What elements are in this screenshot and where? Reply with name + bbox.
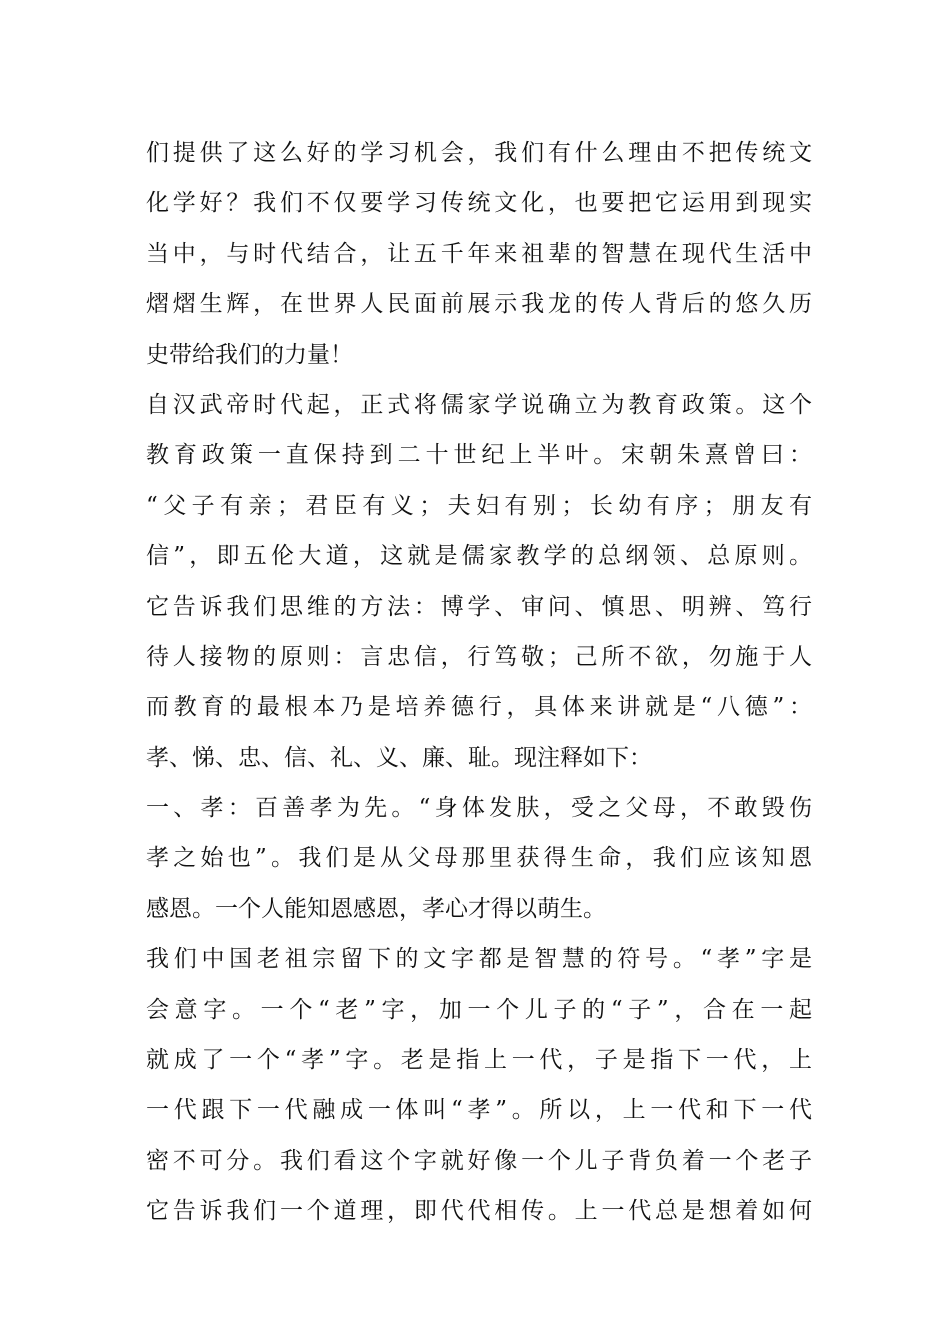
text-line: 自汉武帝时代起，正式将儒家学说确立为教育政策。这个	[146, 391, 812, 418]
text-line: 熠熠生辉，在世界人民面前展示我龙的传人背后的悠久历	[146, 291, 812, 318]
text-line: 孝、悌、忠、信、礼、义、廉、耻。现注释如下：	[146, 744, 652, 771]
text-line: 而教育的最根本乃是培养德行，具体来讲就是“八德”：	[146, 694, 812, 721]
text-line: 们提供了这么好的学习机会，我们有什么理由不把传统文	[146, 140, 812, 166]
text-line: 就成了一个“孝”字。老是指上一代，子是指下一代，上	[146, 1047, 812, 1074]
text-line: 史带给我们的力量！	[146, 341, 353, 368]
body-text	[146, 128, 812, 1237]
text-line: 密不可分。我们看这个字就好像一个儿子背负着一个老子	[146, 1147, 812, 1174]
text-line: 它告诉我们思维的方法：博学、审问、慎思、明辨、笃行	[146, 593, 812, 620]
text-line: 当中，与时代结合，让五千年来祖辈的智慧在现代生活中	[146, 240, 812, 267]
text-line: 感恩。一个人能知恩感恩，孝心才得以萌生。	[146, 895, 606, 922]
text-line: 它告诉我们一个道理，即代代相传。上一代总是想着如何	[146, 1198, 812, 1225]
text-line: 孝之始也”。我们是从父母那里获得生命，我们应该知恩	[146, 845, 812, 872]
text-line: 一代跟下一代融成一体叫“孝”。所以，上一代和下一代	[146, 1097, 812, 1124]
text-line: 我们中国老祖宗留下的文字都是智慧的符号。“孝”字是	[146, 946, 812, 973]
text-line: 会意字。一个“老”字，加一个儿子的“子”，合在一起	[146, 996, 812, 1023]
text-line: 待人接物的原则：言忠信，行笃敬；己所不欲，勿施于人	[146, 643, 812, 670]
text-line: 教育政策一直保持到二十世纪上半叶。宋朝朱熹曾曰：	[146, 442, 812, 469]
text-line: 一、孝：百善孝为先。“身体发肤，受之父母，不敢毁伤	[146, 795, 812, 822]
text-line: 信”，即五伦大道，这就是儒家教学的总纲领、总原则。	[146, 543, 812, 570]
text-line: 化学好？我们不仅要学习传统文化，也要把它运用到现实	[146, 190, 812, 217]
text-line: “父子有亲；君臣有义；夫妇有别；长幼有序；朋友有	[146, 492, 812, 519]
